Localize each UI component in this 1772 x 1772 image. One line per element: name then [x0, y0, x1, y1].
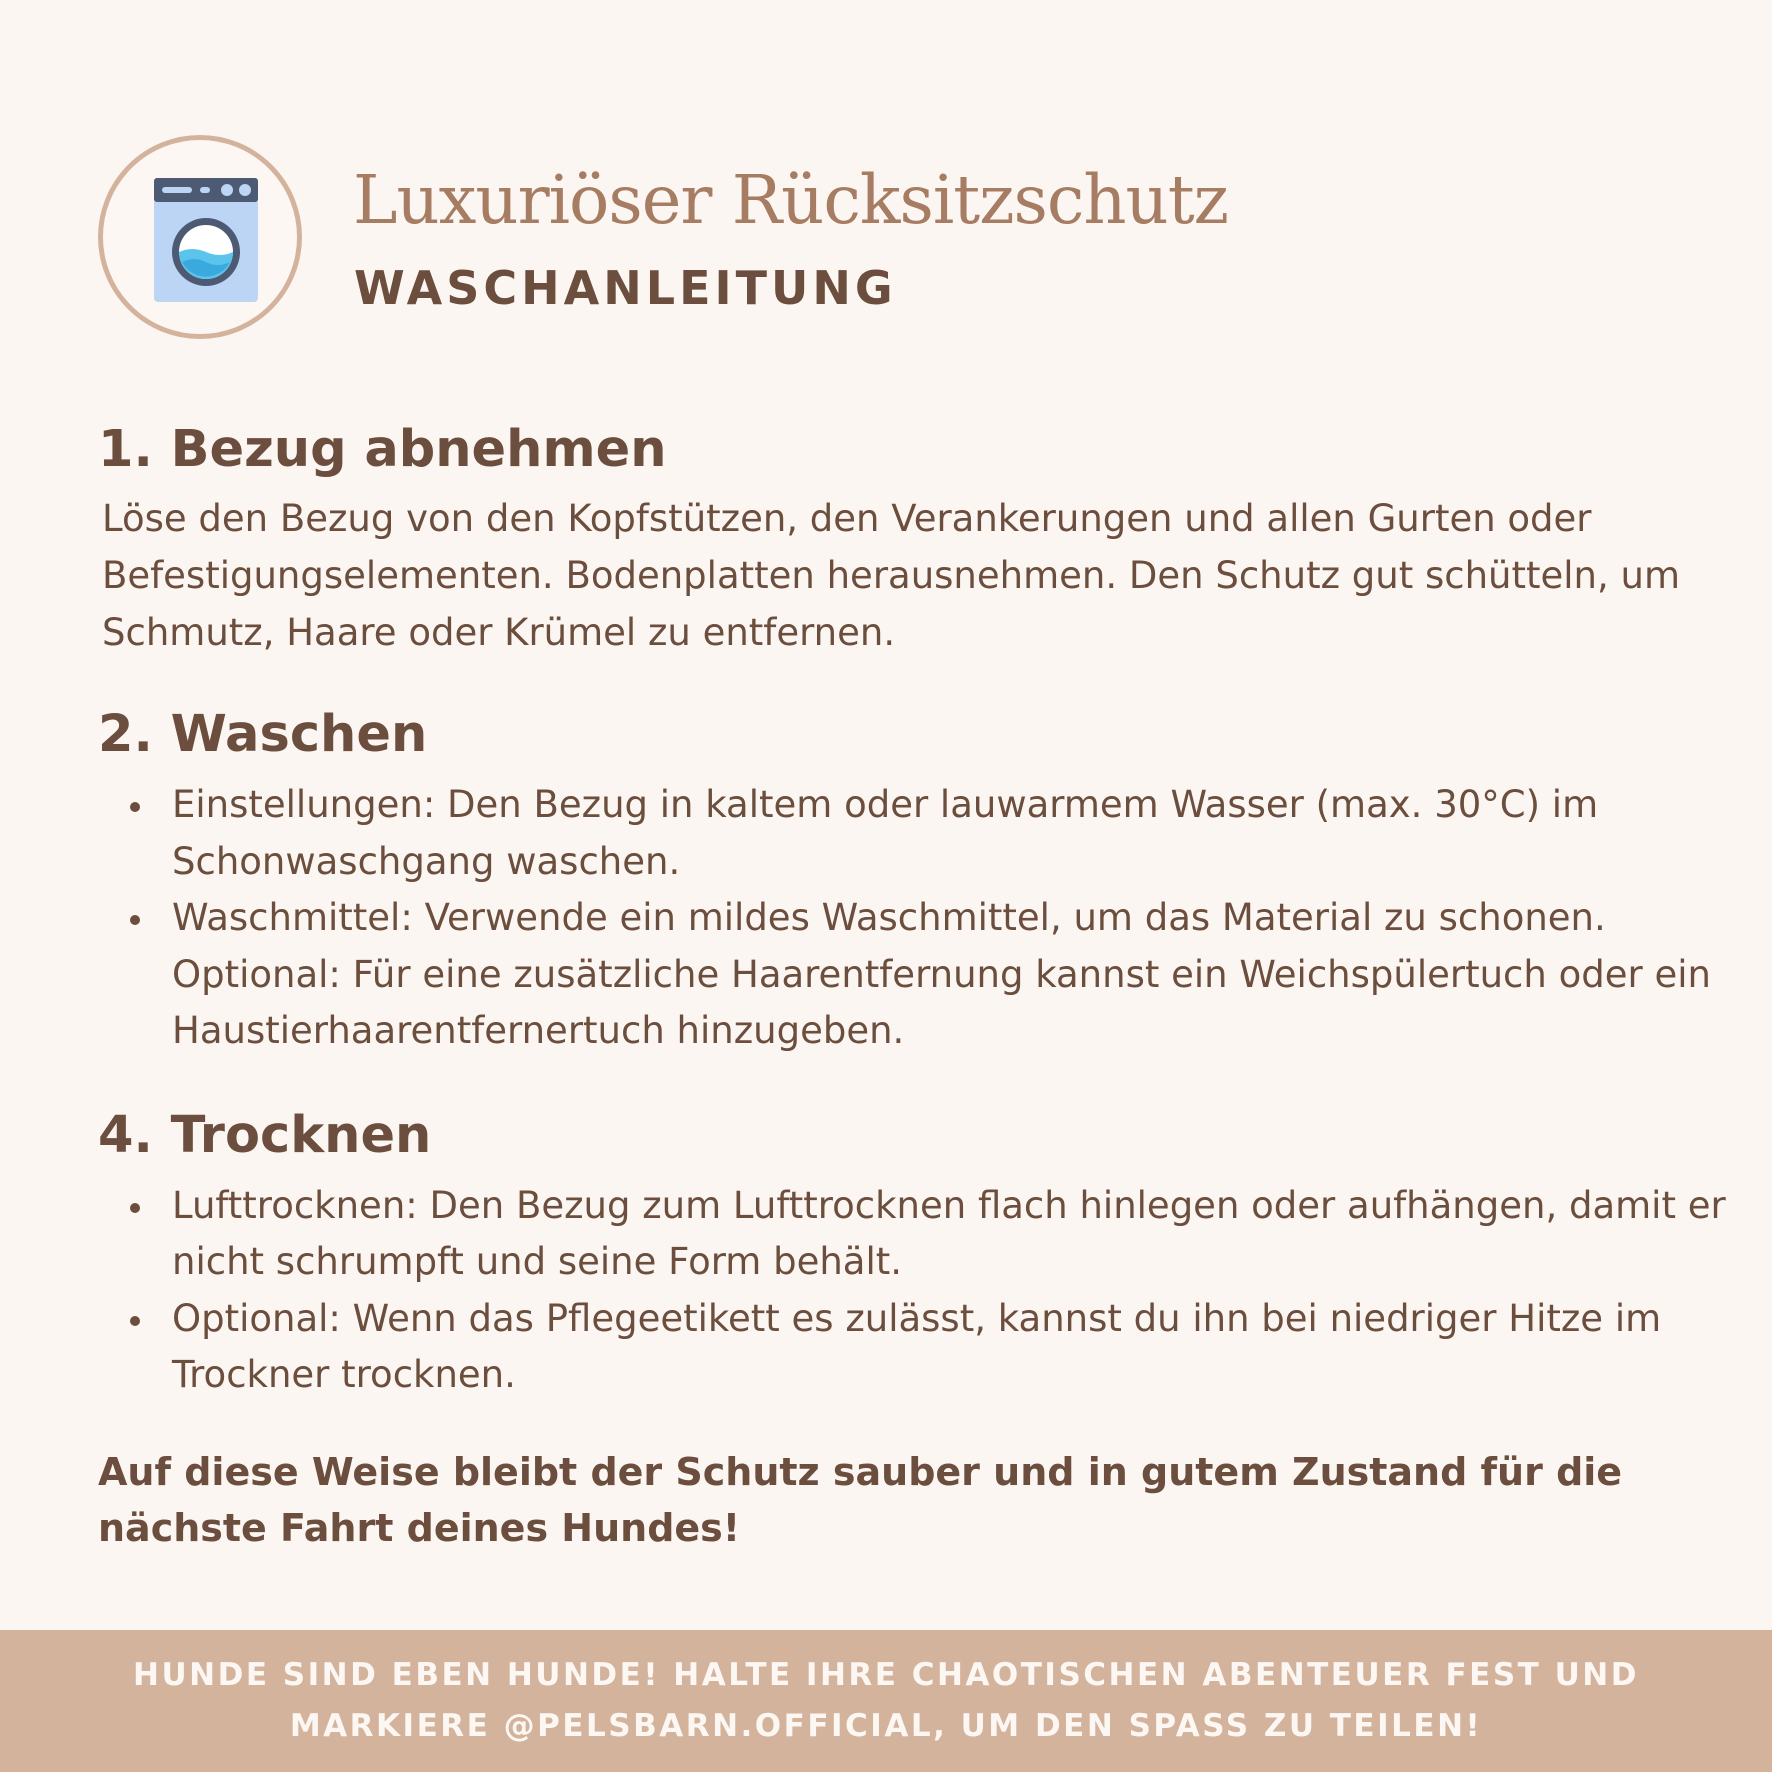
section-drying [98, 1104, 1726, 1404]
section-heading: 2. Waschen [98, 705, 428, 764]
footer-line: HUNDE SIND EBEN HUNDE! HALTE IHRE CHAOTISCHEN ABENTEUER FEST UND [133, 1657, 1639, 1693]
washing-machine-badge [98, 135, 302, 339]
section-remove-cover [98, 418, 1698, 661]
closing-note: Auf diese Weise bleibt der Schutz sauber und in gutem Zustand für die nächste Fahrt deines Hundes! [98, 1449, 1623, 1550]
instructions [98, 418, 1726, 1594]
list-item: Optional: Wenn das Pflegeetikett es zulässt, kannst du ihn bei niedriger Hitze im Trockner trocknen. [172, 1291, 1732, 1404]
section-heading: 4. Trocknen [98, 1105, 432, 1165]
footer-line: MARKIERE @PELSBARN.OFFICIAL, UM DEN SPASS ZU TEILEN! [289, 1708, 1483, 1744]
footer-banner [0, 1630, 1772, 1772]
list-item: Lufttrocknen: Den Bezug zum Lufttrocknen flach hinlegen oder aufhängen, damit er nicht schrumpft und seine Form behält. [172, 1178, 1732, 1291]
page-title: Luxuriöser Rücksitzschutz [353, 161, 1228, 239]
section-washing [98, 703, 1711, 1060]
bullet-list [98, 1178, 1726, 1404]
list-item: Einstellungen: Den Bezug in kaltem oder lauwarmem Wasser (max. 30°C) im Schonwaschgang waschen. [172, 777, 1732, 890]
section-heading: 1. Bezug abnehmen [98, 420, 667, 479]
bullet-list [98, 777, 1711, 1060]
list-item: Waschmittel: Verwende ein mildes Waschmittel, um das Material zu schonen. Optional: Für eine zusätzliche Haarentfernung kannst ein Weichspülertuch oder ein Haustierhaarentfernertuch hinzugeben. [172, 890, 1732, 1060]
washing-machine-icon [152, 176, 260, 304]
page-subtitle: WASCHANLEITUNG [354, 261, 897, 315]
section-text: Löse den Bezug von den Kopfstützen, den Verankerungen und allen Gurten oder Befestigungselementen. Bodenplatten herausnehmen. Den Schutz gut schütteln, um Schmutz, Haare oder Krümel zu entfernen. [102, 497, 1681, 654]
